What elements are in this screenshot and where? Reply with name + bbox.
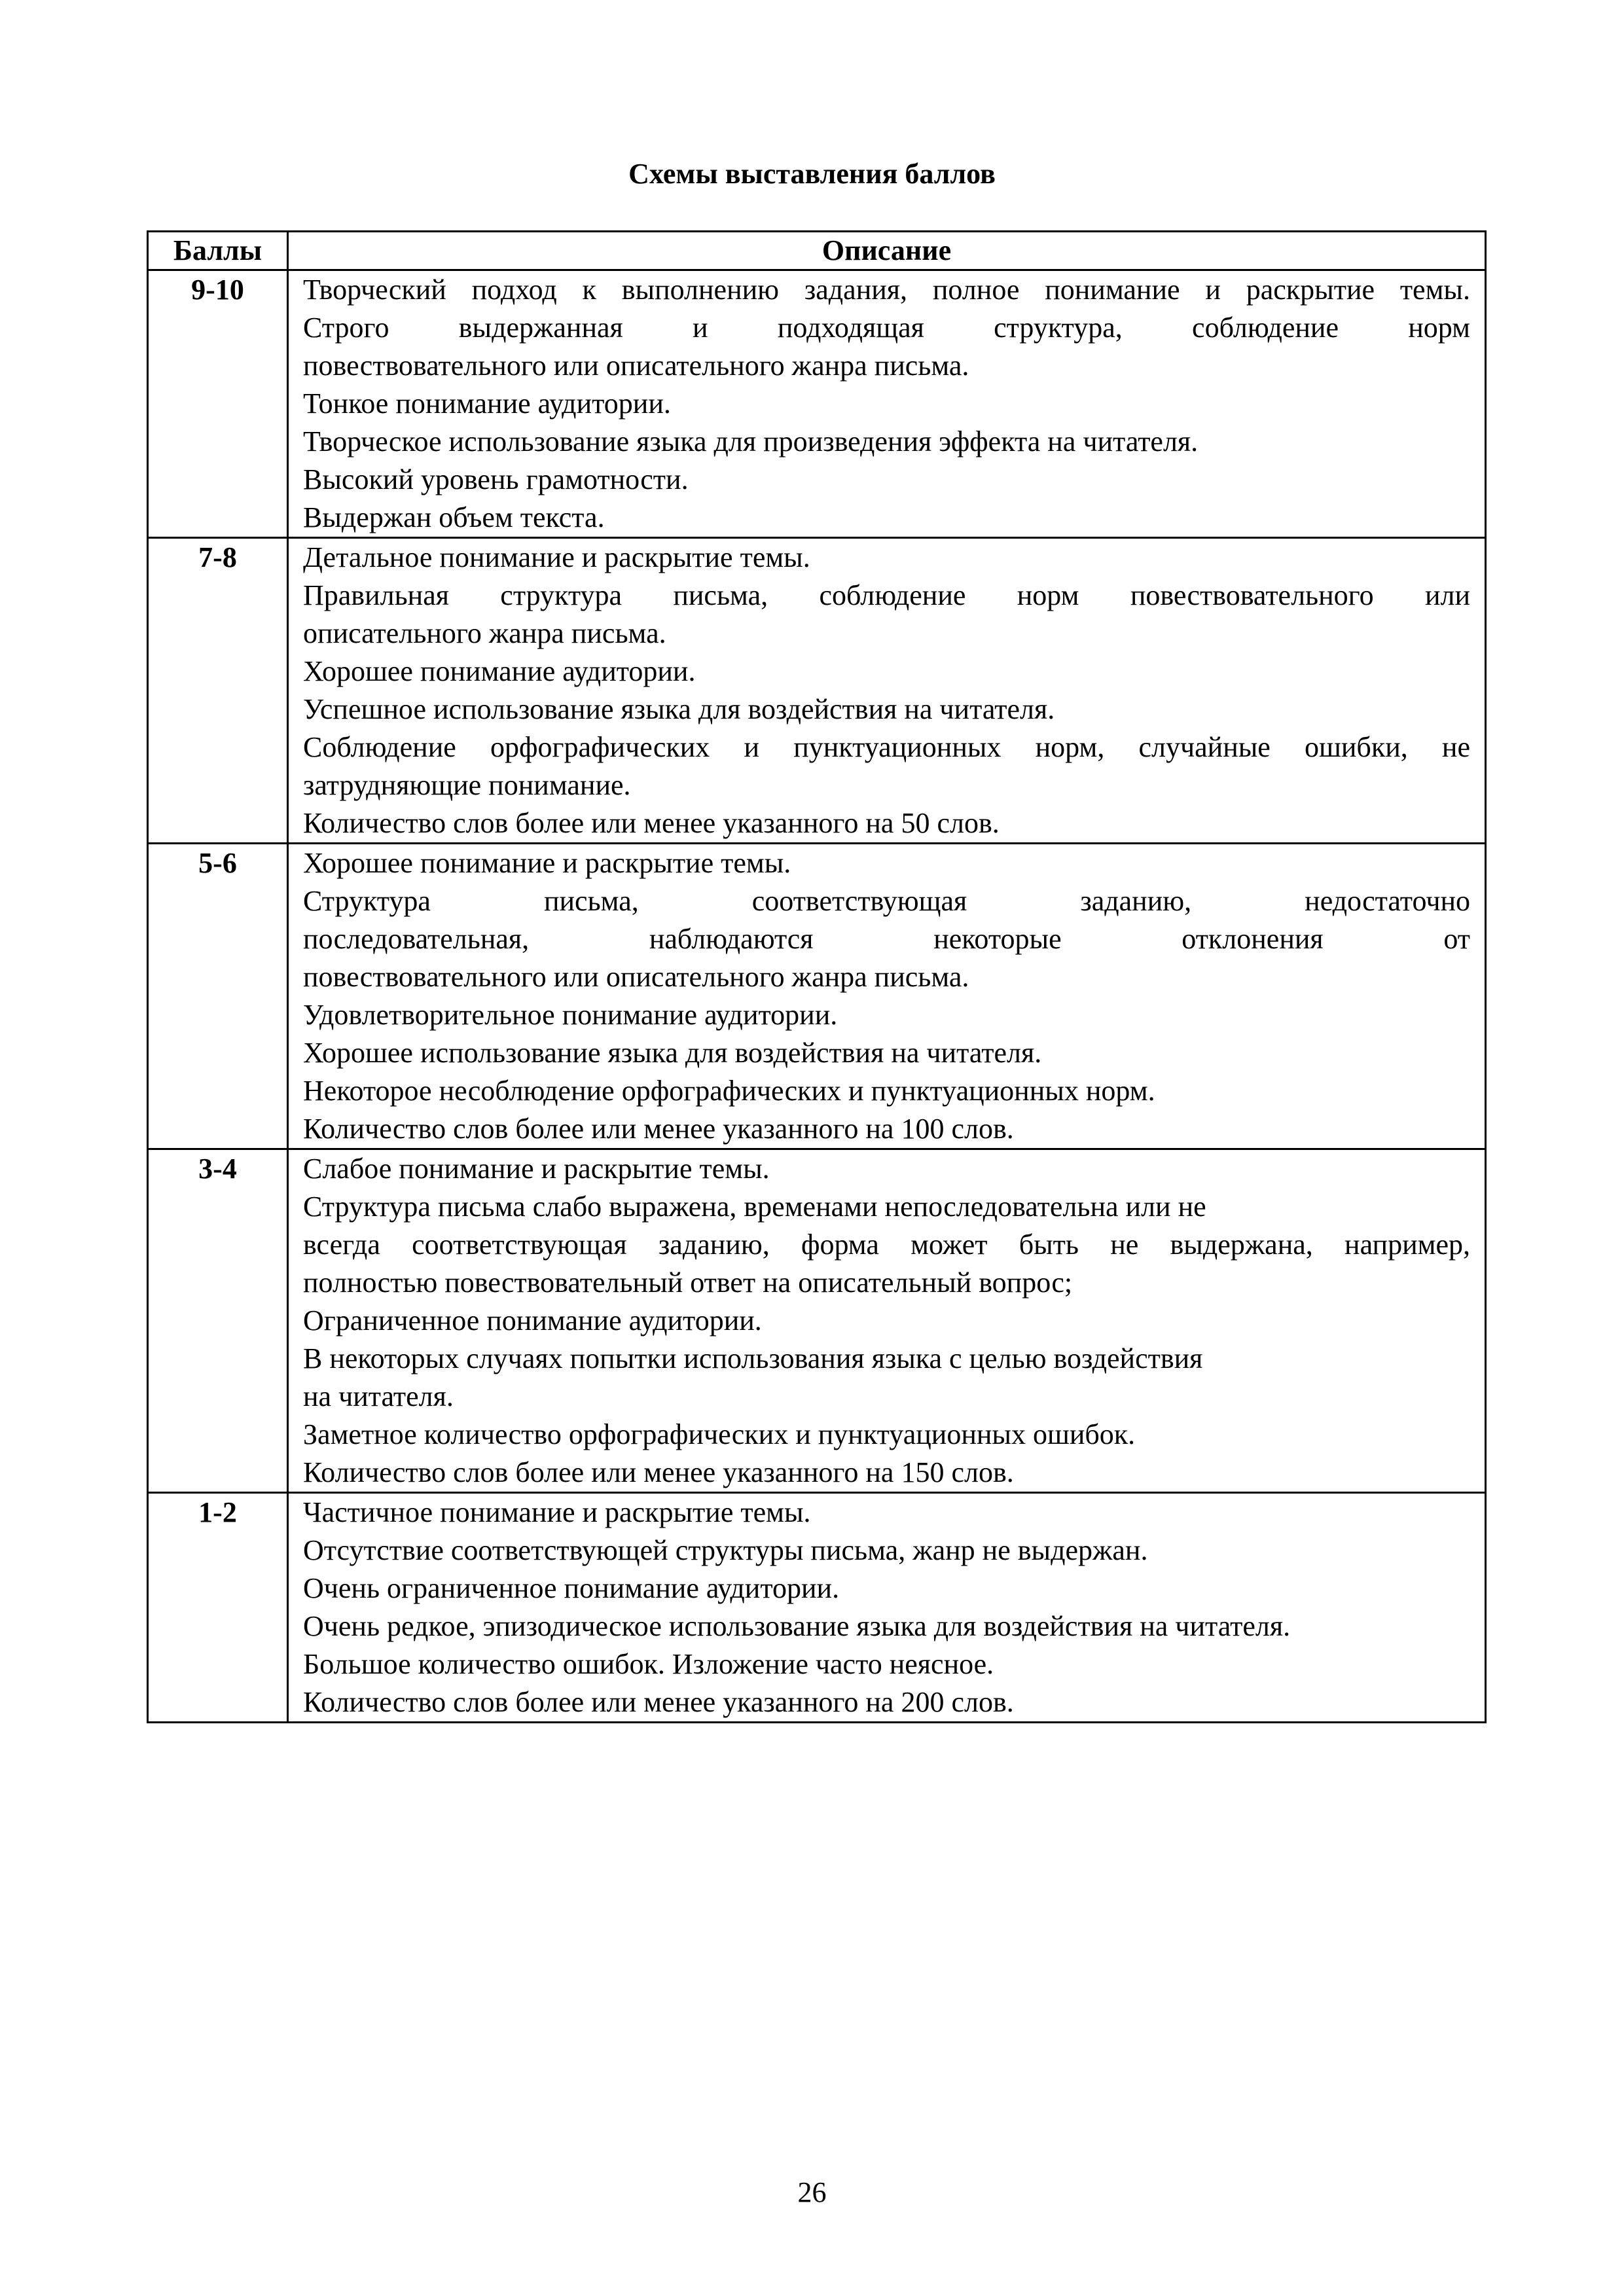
description-line: повествовательного или описательного жанра письма.	[303, 961, 969, 993]
description-line: Правильная структура письма, соблюдение норм повествовательного или	[303, 579, 1470, 611]
description-line: описательного жанра письма.	[303, 617, 666, 649]
description-line: Структура письма слабо выражена, временами непоследовательна или не	[303, 1191, 1206, 1223]
description-line: Строго выдержанная и подходящая структура, соблюдение норм	[303, 312, 1470, 344]
description-line: повествовательного или описательного жанра письма.	[303, 350, 969, 382]
description-line: Количество слов более или менее указанного на 50 слов.	[303, 807, 1000, 839]
description-cell	[288, 270, 1486, 538]
description-line: Количество слов более или менее указанного на 100 слов.	[303, 1113, 1014, 1145]
score-cell: 1-2	[148, 1493, 288, 1723]
description-cell	[288, 844, 1486, 1149]
description-line: на читателя.	[303, 1380, 454, 1412]
description-line: Высокий уровень грамотности.	[303, 463, 689, 495]
scoring-table	[147, 230, 1487, 1723]
description-line: Частичное понимание и раскрытие темы.	[303, 1496, 811, 1528]
table-row	[148, 1149, 1486, 1493]
score-cell: 9-10	[148, 270, 288, 538]
score-cell: 5-6	[148, 844, 288, 1149]
description-line: Отсутствие соответствующей структуры письма, жанр не выдержан.	[303, 1534, 1148, 1566]
table-row	[148, 844, 1486, 1149]
description-cell	[288, 1149, 1486, 1493]
description-line: Хорошее использование языка для воздействия на читателя.	[303, 1037, 1042, 1069]
description-line: Соблюдение орфографических и пунктуационных норм, случайные ошибки, не	[303, 731, 1470, 763]
description-line: последовательная, наблюдаются некоторые отклонения от	[303, 923, 1470, 955]
description-line: Некоторое несоблюдение орфографических и пунктуационных норм.	[303, 1075, 1155, 1107]
description-line: Творческий подход к выполнению задания, полное понимание и раскрытие темы.	[303, 274, 1470, 306]
description-line: Заметное количество орфографических и пунктуационных ошибок.	[303, 1418, 1136, 1450]
table-header-row	[148, 232, 1486, 270]
header-description: Описание	[288, 232, 1486, 270]
description-line: Удовлетворительное понимание аудитории.	[303, 999, 838, 1031]
description-line: затрудняющие понимание.	[303, 769, 631, 801]
description-line: Хорошее понимание аудитории.	[303, 655, 696, 687]
description-line: Большое количество ошибок. Изложение часто неясное.	[303, 1648, 994, 1680]
description-line: всегда соответствующая заданию, форма может быть не выдержана, например,	[303, 1229, 1470, 1261]
description-line: Творческое использование языка для произведения эффекта на читателя.	[303, 425, 1199, 457]
description-line: Хорошее понимание и раскрытие темы.	[303, 847, 791, 879]
description-line: Тонкое понимание аудитории.	[303, 387, 671, 420]
description-cell	[288, 1493, 1486, 1723]
description-line: Детальное понимание и раскрытие темы.	[303, 541, 810, 573]
description-line: В некоторых случаях попытки использования языка с целью воздействия	[303, 1342, 1203, 1374]
description-line: Очень редкое, эпизодическое использование языка для воздействия на читателя.	[303, 1610, 1291, 1642]
score-cell: 3-4	[148, 1149, 288, 1493]
table-body	[148, 270, 1486, 1723]
table-row	[148, 270, 1486, 538]
description-line: Количество слов более или менее указанного на 200 слов.	[303, 1686, 1014, 1718]
score-cell: 7-8	[148, 538, 288, 844]
description-line: Структура письма, соответствующая заданию, недостаточно	[303, 885, 1470, 917]
page-number: 26	[797, 2176, 827, 2208]
description-line: Количество слов более или менее указанного на 150 слов.	[303, 1456, 1014, 1488]
description-line: Слабое понимание и раскрытие темы.	[303, 1153, 770, 1185]
description-line: Очень ограниченное понимание аудитории.	[303, 1572, 840, 1604]
header-score: Баллы	[148, 232, 288, 270]
description-line: Выдержан объем текста.	[303, 501, 605, 533]
page-title: Схемы выставления баллов	[628, 158, 996, 190]
description-line: Успешное использование языка для воздействия на читателя.	[303, 693, 1055, 725]
table-row	[148, 1493, 1486, 1723]
description-line: Ограниченное понимание аудитории.	[303, 1304, 762, 1336]
description-cell	[288, 538, 1486, 844]
description-line: полностью повествовательный ответ на описательный вопрос;	[303, 1266, 1073, 1299]
table-row	[148, 538, 1486, 844]
